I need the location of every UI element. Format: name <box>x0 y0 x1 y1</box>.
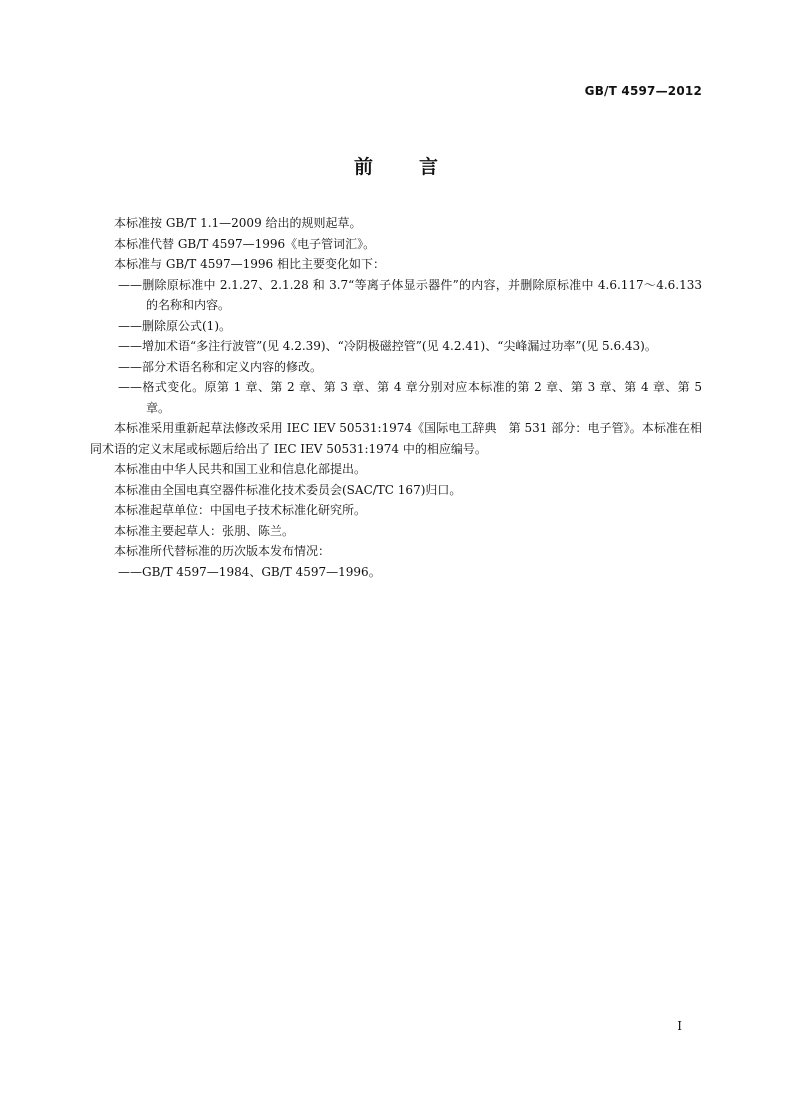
paragraph-adoption: 本标准采用重新起草法修改采用 IEC IEV 50531:1974《国际电工辞典 第 531 部分：电子管》。本标准在相同术语的定义末尾或标题后给出了 IEC IEV 50531:1974 中的相应编号。 <box>90 421 702 456</box>
paragraph-drafting-unit: 本标准起草单位：中国电子技术标准化研究所。 <box>114 503 367 517</box>
page-number: I <box>677 1019 682 1033</box>
page-title: 前言 <box>353 156 484 178</box>
change-item-modify-terms: ——部分术语名称和定义内容的修改。 <box>118 359 323 374</box>
foreword-body <box>90 213 702 582</box>
change-item-add-terms: ——增加术语“多注行波管”(见 4.2.39)、“冷阴极磁控管”(见 4.2.41)、“尖峰漏过功率”(见 5.6.43)。 <box>118 339 657 353</box>
paragraph-centralized-by: 本标准由全国电真空器件标准化技术委员会(SAC/TC 167)归口。 <box>114 482 462 497</box>
standard-code: GB/T 4597—2012 <box>584 84 702 98</box>
change-item-delete-formula: ——删除原公式(1)。 <box>118 318 231 333</box>
change-item-delete-plasma: ——删除原标准中 2.1.27、2.1.28 和 3.7“等离子体显示器件”的内容，并删除原标准中 4.6.117～4.6.133 的名称和内容。 <box>118 277 702 312</box>
paragraph-proposed-by: 本标准由中华人民共和国工业和信息化部提出。 <box>114 462 367 476</box>
paragraph-changes-intro: 本标准与 GB/T 4597—1996 相比主要变化如下： <box>114 257 385 271</box>
paragraph-previous-editions: 本标准所代替标准的历次版本发布情况： <box>114 544 331 558</box>
paragraph-drafting-rules: 本标准按 GB/T 1.1—2009 给出的规则起草。 <box>114 216 362 230</box>
change-item-format: ——格式变化。原第 1 章、第 2 章、第 3 章、第 4 章分别对应本标准的第 2 章、第 3 章、第 4 章、第 5 章。 <box>118 380 702 415</box>
previous-editions-item: ——GB/T 4597—1984、GB/T 4597—1996。 <box>118 564 381 579</box>
paragraph-drafters: 本标准主要起草人：张朋、陈兰。 <box>114 523 295 538</box>
paragraph-replaces: 本标准代替 GB/T 4597—1996《电子管词汇》。 <box>114 236 376 251</box>
